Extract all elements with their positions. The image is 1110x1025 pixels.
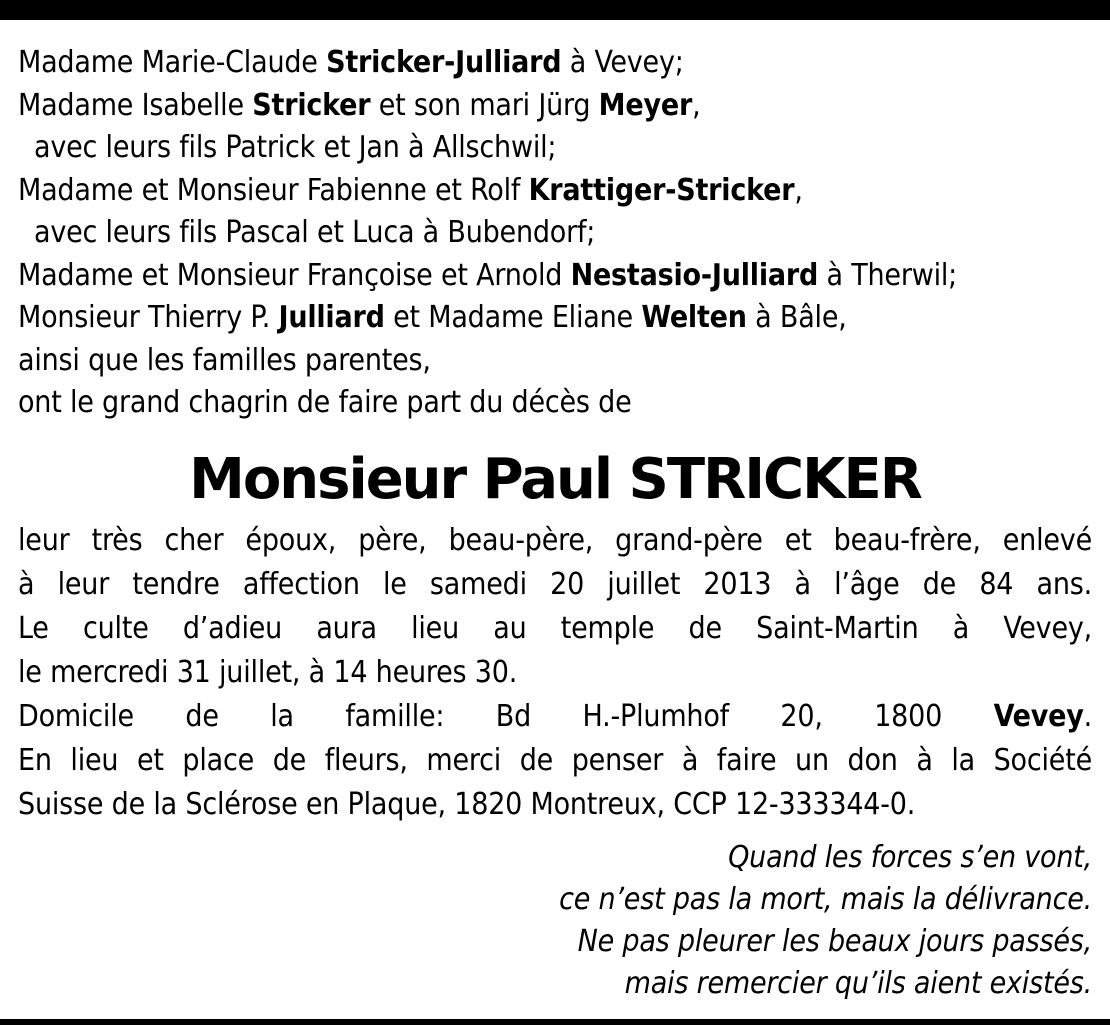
family-line — [18, 382, 1092, 425]
text-segment: avec leurs fils Patrick et Jan à Allschwil; — [34, 130, 557, 165]
text-segment: , — [794, 172, 803, 208]
text-segment: leur très cher époux, père, beau-père, grand-père et beau-frère, enlevé — [18, 522, 1092, 558]
text-segment: . — [1083, 698, 1092, 734]
text-segment: ainsi que les familles parentes, — [18, 342, 431, 378]
family-line — [18, 127, 1092, 170]
family-line — [18, 340, 1092, 383]
obituary-notice — [18, 42, 1092, 1005]
surname-text: Stricker — [252, 87, 371, 123]
body-line — [18, 739, 1092, 783]
verse-line: Ne pas pleurer les beaux jours passés, — [577, 923, 1092, 959]
top-border-rule — [0, 0, 1110, 20]
text-segment: Madame et Monsieur Françoise et Arnold — [18, 257, 571, 293]
text-segment: à leur tendre affection le samedi 20 juillet 2013 à l’âge de 84 ans. — [18, 566, 1092, 602]
verse-line: ce n’est pas la mort, mais la délivrance. — [559, 881, 1092, 917]
text-segment: Le culte d’adieu aura lieu au temple de Saint-Martin à Vevey, — [18, 610, 1092, 646]
surname-text: Nestasio-Julliard — [570, 257, 819, 293]
closing-verse — [18, 837, 1092, 1005]
body-line — [18, 519, 1092, 563]
family-line — [18, 297, 1092, 340]
text-segment: et Madame Eliane — [384, 300, 642, 335]
family-line — [18, 170, 1092, 213]
text-segment: Madame et Monsieur Fabienne et Rolf — [18, 172, 529, 208]
text-segment: Suisse de la Sclérose en Plaque, 1820 Montreux, CCP 12-333344-0. — [18, 786, 916, 822]
surname-text: Krattiger-Stricker — [528, 172, 795, 208]
surname-text: Stricker-Julliard — [326, 45, 562, 80]
text-segment: à Therwil; — [818, 257, 958, 293]
body-line — [18, 563, 1092, 607]
text-segment: En lieu et place de fleurs, merci de penser à faire un don à la Société — [18, 742, 1092, 778]
verse-line: mais remercier qu’ils aient existés. — [624, 965, 1092, 1001]
text-segment: Madame Marie-Claude — [18, 45, 327, 80]
text-segment: ont le grand chagrin de faire part du décès de — [18, 385, 632, 420]
surname-text: Meyer — [598, 87, 693, 123]
deceased-name-heading: Monsieur Paul STRICKER — [189, 446, 921, 512]
surname-text: Welten — [641, 300, 747, 335]
family-line — [18, 85, 1092, 128]
body-line — [18, 783, 1092, 827]
text-segment: et son mari Jürg — [370, 87, 599, 123]
text-segment: Monsieur Thierry P. — [18, 300, 279, 335]
bottom-border-rule — [0, 1019, 1110, 1025]
surname-text: Julliard — [278, 300, 385, 335]
text-segment: Madame Isabelle — [18, 87, 253, 123]
notice-body — [18, 519, 1092, 827]
text-segment: Domicile de la famille: Bd H.-Plumhof 20, 1800 — [18, 698, 994, 734]
verse-line: Quand les forces s’en vont, — [728, 839, 1092, 875]
surname-text: Vevey — [993, 698, 1084, 734]
family-line — [18, 255, 1092, 298]
body-line — [18, 651, 1092, 695]
text-segment: avec leurs fils Pascal et Luca à Bubendorf; — [34, 215, 596, 250]
text-segment: le mercredi 31 juillet, à 14 heures 30. — [18, 654, 518, 690]
body-line — [18, 695, 1092, 739]
family-line — [18, 42, 1092, 85]
family-line — [18, 212, 1092, 255]
family-announcement — [18, 42, 1092, 425]
text-segment: à Bâle, — [746, 300, 847, 335]
text-segment: , — [692, 87, 701, 123]
body-line — [18, 607, 1092, 651]
text-segment: à Vevey; — [561, 45, 684, 80]
